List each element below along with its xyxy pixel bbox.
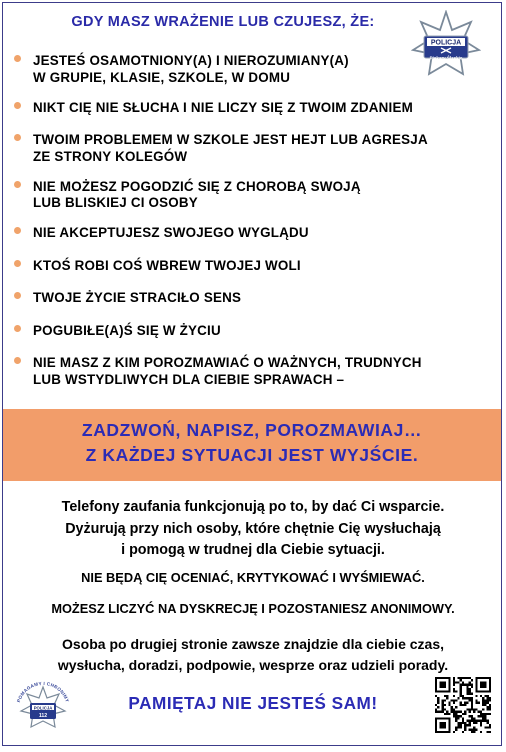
- bullet-icon: [14, 260, 21, 267]
- support-line: Osoba po drugiej stronie zawsze znajdzie dla ciebie czas,: [62, 636, 444, 652]
- description-line: Dyżurują przy nich osoby, które chętnie Cię wysłuchają: [65, 520, 441, 537]
- list-item-line: NIE MOŻESZ POGODZIĆ SIĘ Z CHOROBĄ SWOJĄ: [33, 178, 361, 194]
- svg-text:POMAGAMY I CHRONIMY: POMAGAMY I CHRONIMY: [16, 680, 70, 703]
- list-item-line: NIE MASZ Z KIM POROZMAWIAĆ O WAŻNYCH, TRUDNYCH: [33, 355, 422, 370]
- list-item-line: POGUBIŁE(A)Ś SIĘ W ŻYCIU: [33, 322, 221, 338]
- description-line: Telefony zaufania funkcjonują po to, by dać Ci wsparcie.: [61, 499, 445, 515]
- bullet-icon: [14, 325, 21, 332]
- cta-line-1: ZADZWOŃ, NAPISZ, POROZMAWIAJ…: [81, 420, 423, 440]
- helpline-description: [3, 497, 503, 562]
- list-item: [3, 100, 443, 117]
- svg-text:112: 112: [38, 713, 48, 719]
- header-title: GDY MASZ WRAŻENIE LUB CZUJESZ, ŻE:: [71, 14, 375, 30]
- list-item: [3, 225, 443, 242]
- list-item-line: TWOIM PROBLEMEM W SZKOLE JEST HEJT LUB AGRESJA: [33, 132, 428, 147]
- bullet-icon: [14, 227, 21, 234]
- list-item-line: JESTEŚ OSAMOTNIONY(A) I NIEROZUMIANY(A): [33, 53, 349, 68]
- discretion-text: MOŻESZ LICZYĆ NA DYSKRECJĘ I POZOSTANIESZ ANONIMOWY.: [51, 601, 455, 616]
- call-to-action-banner: [3, 409, 501, 481]
- bullet-icon: [14, 134, 21, 141]
- list-item: [3, 132, 443, 165]
- list-item: [3, 290, 443, 307]
- bullet-icon: [14, 357, 21, 364]
- list-item-line: LUB BLISKIEJ CI OSOBY: [33, 195, 198, 210]
- svg-text:POLICJA: POLICJA: [430, 39, 462, 47]
- no-judgement-text: NIE BĘDĄ CIĘ OCENIAĆ, KRYTYKOWAĆ I WYŚMIEWAĆ.: [81, 570, 425, 585]
- bullet-icon: [14, 55, 21, 62]
- bullet-icon: [14, 102, 21, 109]
- list-item: [3, 355, 443, 388]
- support-text: [3, 634, 503, 676]
- list-item: [3, 53, 443, 86]
- cta-line-2: Z KAŻDEJ SYTUACJI JEST WYJŚCIE.: [85, 445, 419, 465]
- list-item-line: KTOŚ ROBI COŚ WBREW TWOJEJ WOLI: [33, 257, 301, 273]
- list-item: [3, 258, 443, 275]
- list-item: [3, 323, 443, 340]
- bullet-icon: [14, 292, 21, 299]
- list-item-line: W GRUPIE, KLASIE, SZKOLE, W DOMU: [33, 69, 291, 85]
- qr-code-icon[interactable]: [435, 677, 491, 733]
- list-item-line: TWOJE ŻYCIE STRACIŁO SENS: [33, 290, 242, 305]
- footer-message: PAMIĘTAJ NIE JESTEŚ SAM!: [128, 693, 378, 713]
- support-line: wysłucha, doradzi, podpowie, wesprze oraz udzieli porady.: [57, 657, 449, 673]
- list-item: [3, 179, 443, 212]
- list-item-line: LUB WSTYDLIWYCH DLA CIEBIE SPRAWACH –: [33, 371, 345, 387]
- poster: [2, 2, 502, 746]
- list-item-line: NIE AKCEPTUJESZ SWOJEGO WYGLĄDU: [33, 225, 309, 240]
- svg-text:POLICJA: POLICJA: [33, 705, 53, 711]
- description-line: i pomogą w trudnej dla Ciebie sytuacji.: [121, 542, 385, 558]
- bullet-icon: [14, 181, 21, 188]
- warning-list: [3, 53, 443, 402]
- list-item-line: ZE STRONY KOLEGÓW: [33, 148, 188, 164]
- svg-text:Piekary Śląskie: Piekary Śląskie: [429, 55, 463, 61]
- list-item-line: NIKT CIĘ NIE SŁUCHA I NIE LICZY SIĘ Z TWOIM ZDANIEM: [33, 99, 413, 115]
